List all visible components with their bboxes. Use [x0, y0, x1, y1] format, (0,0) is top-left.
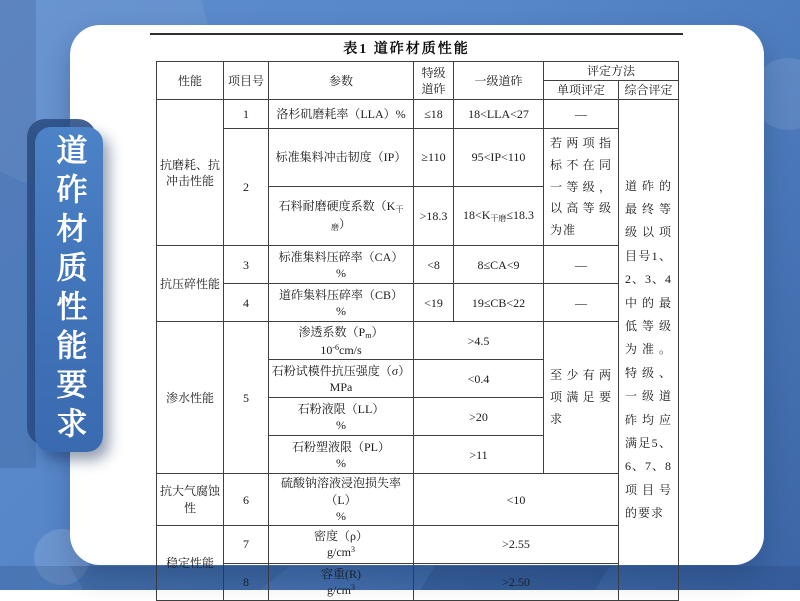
cell-value-density: >2.55 [414, 525, 619, 563]
cell-first-lla: 18<LLA<27 [454, 100, 544, 129]
table-row [157, 129, 679, 186]
cell-value-pl: >11 [414, 436, 544, 474]
group-permeate: 渗水性能 [157, 322, 224, 474]
cell-param-sigma: 石粉试模件抗压强度（σ） MPa [269, 360, 414, 398]
cell-first-ca: 8≤CA<9 [454, 246, 544, 284]
cell-special-lla: ≤18 [414, 100, 454, 129]
cell-item-2: 2 [224, 129, 269, 246]
header-special-grade: 特级 道砟 [414, 62, 454, 100]
table-row [157, 322, 679, 360]
cell-single-lla: — [544, 100, 619, 129]
cell-param-l: 硫酸钠溶液浸泡损失率（L） % [269, 474, 414, 526]
cell-param-pm: 渗透系数$(P_m)$ $10^{-6}cm/s$ [269, 322, 414, 360]
table-title: 表1 道砟材质性能 [343, 42, 470, 57]
cell-param-ip: 标准集料冲击韧度（IP） [269, 129, 414, 186]
cell-param-k: 石料耐磨硬度系数$(K_{干磨})$ [269, 186, 414, 246]
title-top-rule [150, 33, 683, 35]
header-comprehensive-eval: 综合评定 [619, 81, 679, 100]
ballast-table-wrap [156, 61, 679, 601]
ballast-table [156, 61, 679, 601]
cell-special-ca: <8 [414, 246, 454, 284]
cell-param-ca: 标准集料压碎率（CA） % [269, 246, 414, 284]
cell-item-5: 5 [224, 322, 269, 474]
header-first-grade: 一级道砟 [454, 62, 544, 100]
table-row [157, 246, 679, 284]
cell-first-cb: 19≤CB<22 [454, 284, 544, 322]
cell-value-ll: >20 [414, 398, 544, 436]
cell-item-6: 6 [224, 474, 269, 526]
cell-param-bulk: 容重(R) $g/cm^3$ [269, 563, 414, 600]
table-row [157, 284, 679, 322]
group-crush: 抗压碎性能 [157, 246, 224, 322]
header-row-1 [157, 62, 679, 81]
banner [35, 127, 103, 452]
header-parameter: 参数 [269, 62, 414, 100]
cell-value-bulk: >2.50 [414, 563, 619, 600]
decor-bottom-wedge-a [70, 566, 290, 590]
cell-single-grade-note: 若两项指标不在同一等级，以高等级为准 [544, 129, 619, 246]
cell-param-cb: 道砟集料压碎率（CB） % [269, 284, 414, 322]
cell-param-lla: 洛杉矶磨耗率（LLA）% [269, 100, 414, 129]
cell-value-sigma: <0.4 [414, 360, 544, 398]
cell-first-k: $18<K_{干磨}\le 18.3$ [454, 186, 544, 246]
cell-special-k: >18.3 [414, 186, 454, 246]
table-row [157, 100, 679, 129]
header-single-eval: 单项评定 [544, 81, 619, 100]
decor-bottom-wedge-b [420, 566, 610, 590]
group-wear-impact: 抗磨耗、抗冲击性能 [157, 100, 224, 246]
group-atmosphere: 抗大气腐蚀性 [157, 474, 224, 526]
cell-param-density: 密度（ρ） $g/cm^3$ [269, 525, 414, 563]
white-panel [70, 25, 764, 597]
cell-first-ip: 95<IP<110 [454, 129, 544, 186]
cell-item-3: 3 [224, 246, 269, 284]
cell-single-cb: — [544, 284, 619, 322]
table-row [157, 525, 679, 563]
cell-value-pm: >4.5 [414, 322, 544, 360]
cell-item-4: 4 [224, 284, 269, 322]
header-item-no: 项目号 [224, 62, 269, 100]
cell-item-7: 7 [224, 525, 269, 563]
cell-param-pl: 石粉塑液限（PL） % [269, 436, 414, 474]
cell-param-ll: 石粉液限（LL） % [269, 398, 414, 436]
cell-comprehensive-note: 道砟的最终等级以项目号1、2、3、4中的最低等级为准。特级、一级道砟均应满足5、6、7、8项目号的要求 [619, 100, 679, 601]
banner-title: 道砟材质性能要求 [51, 133, 87, 446]
group-stability: 稳定性能 [157, 525, 224, 600]
cell-single-ca: — [544, 246, 619, 284]
cell-single-two-items-note: 至少有两项满足要求 [544, 322, 619, 474]
cell-item-1: 1 [224, 100, 269, 129]
cell-special-cb: <19 [414, 284, 454, 322]
cell-item-8: 8 [224, 563, 269, 600]
table-row [157, 474, 679, 526]
cell-special-ip: ≥110 [414, 129, 454, 186]
cell-value-l: <10 [414, 474, 619, 526]
header-performance: 性能 [157, 62, 224, 100]
header-evaluation-method: 评定方法 [544, 62, 679, 81]
